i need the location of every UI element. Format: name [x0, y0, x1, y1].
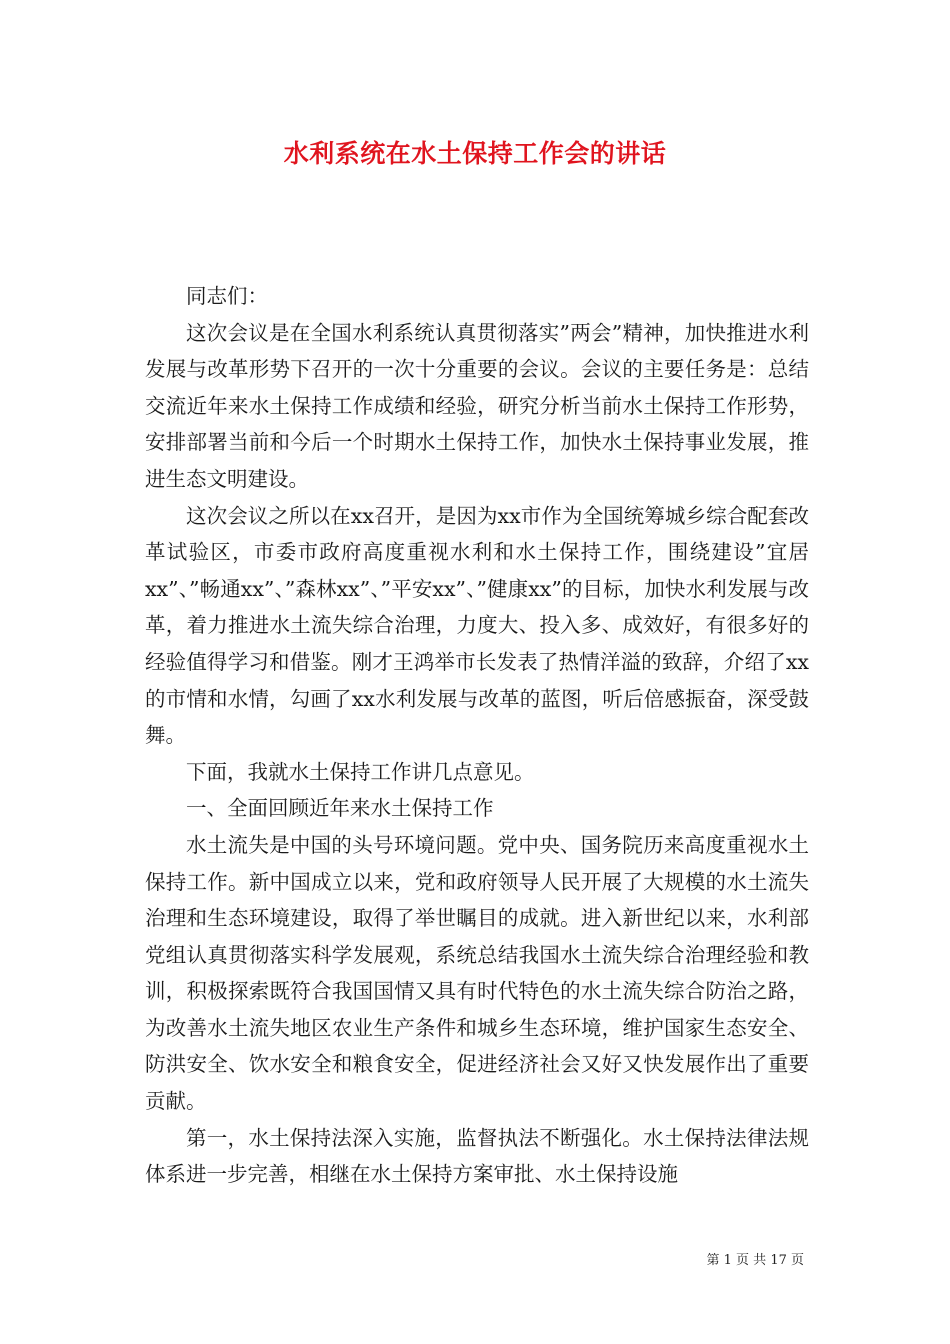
page-number-footer: 第 1 页 共 17 页 — [706, 1253, 804, 1268]
body-paragraph: 第一，水土保持法深入实施，监督执法不断强化。水土保持法律法规体系进一步完善，相继在水土保持方案审批、水土保持设施 — [145, 1125, 809, 1187]
salutation-paragraph: 同志们： — [186, 284, 268, 308]
section-heading: 一、全面回顾近年来水土保持工作 — [186, 796, 494, 821]
body-paragraph: 水土流失是中国的头号环境问题。党中央、国务院历来高度重视水土保持工作。新中国成立以来，党和政府领导人民开展了大规模的水土流失治理和生态环境建设，取得了举世瞩目的成就。进入新世纪以来，水利部党组认真贯彻落实科学发展观，系统总结我国水土流失综合治理经验和教训，积极探索既符合我国国情又具有时代特色的水土流失综合防治之路，为改善水土流失地区农业生产条件和城乡生态环境，维护国家生态安全、防洪安全、饮水安全和粮食安全，促进经济社会又好又快发展作出了重要贡献。 — [145, 832, 809, 1114]
body-paragraph: 这次会议之所以在xx召开，是因为xx市作为全国统筹城乡综合配套改革试验区，市委市政府高度重视水利和水土保持工作，围绕建设”宜居xx”、”畅通xx”、”森林xx”、”平安xx”、”健康xx”的目标，加快水利发展与改革，着力推进水土流失综合治理，力度大、投入多、成效好，有很多好的经验值得学习和借鉴。刚才王鸿举市长发表了热情洋溢的致辞，介绍了xx的市情和水情，勾画了xx水利发展与改革的蓝图，听后倍感振奋，深受鼓舞。 — [145, 503, 809, 748]
document-body — [145, 278, 809, 1193]
body-paragraph: 这次会议是在全国水利系统认真贯彻落实”两会”精神，加快推进水利发展与改革形势下召开的一次十分重要的会议。会议的主要任务是：总结交流近年来水土保持工作成绩和经验，研究分析当前水土保持工作形势，安排部署当前和今后一个时期水土保持工作，加快水土保持事业发展，推进生态文明建设。 — [145, 320, 809, 491]
document-title: 水利系统在水土保持工作会的讲话 — [283, 139, 667, 168]
body-paragraph: 下面，我就水土保持工作讲几点意见。 — [186, 759, 535, 784]
